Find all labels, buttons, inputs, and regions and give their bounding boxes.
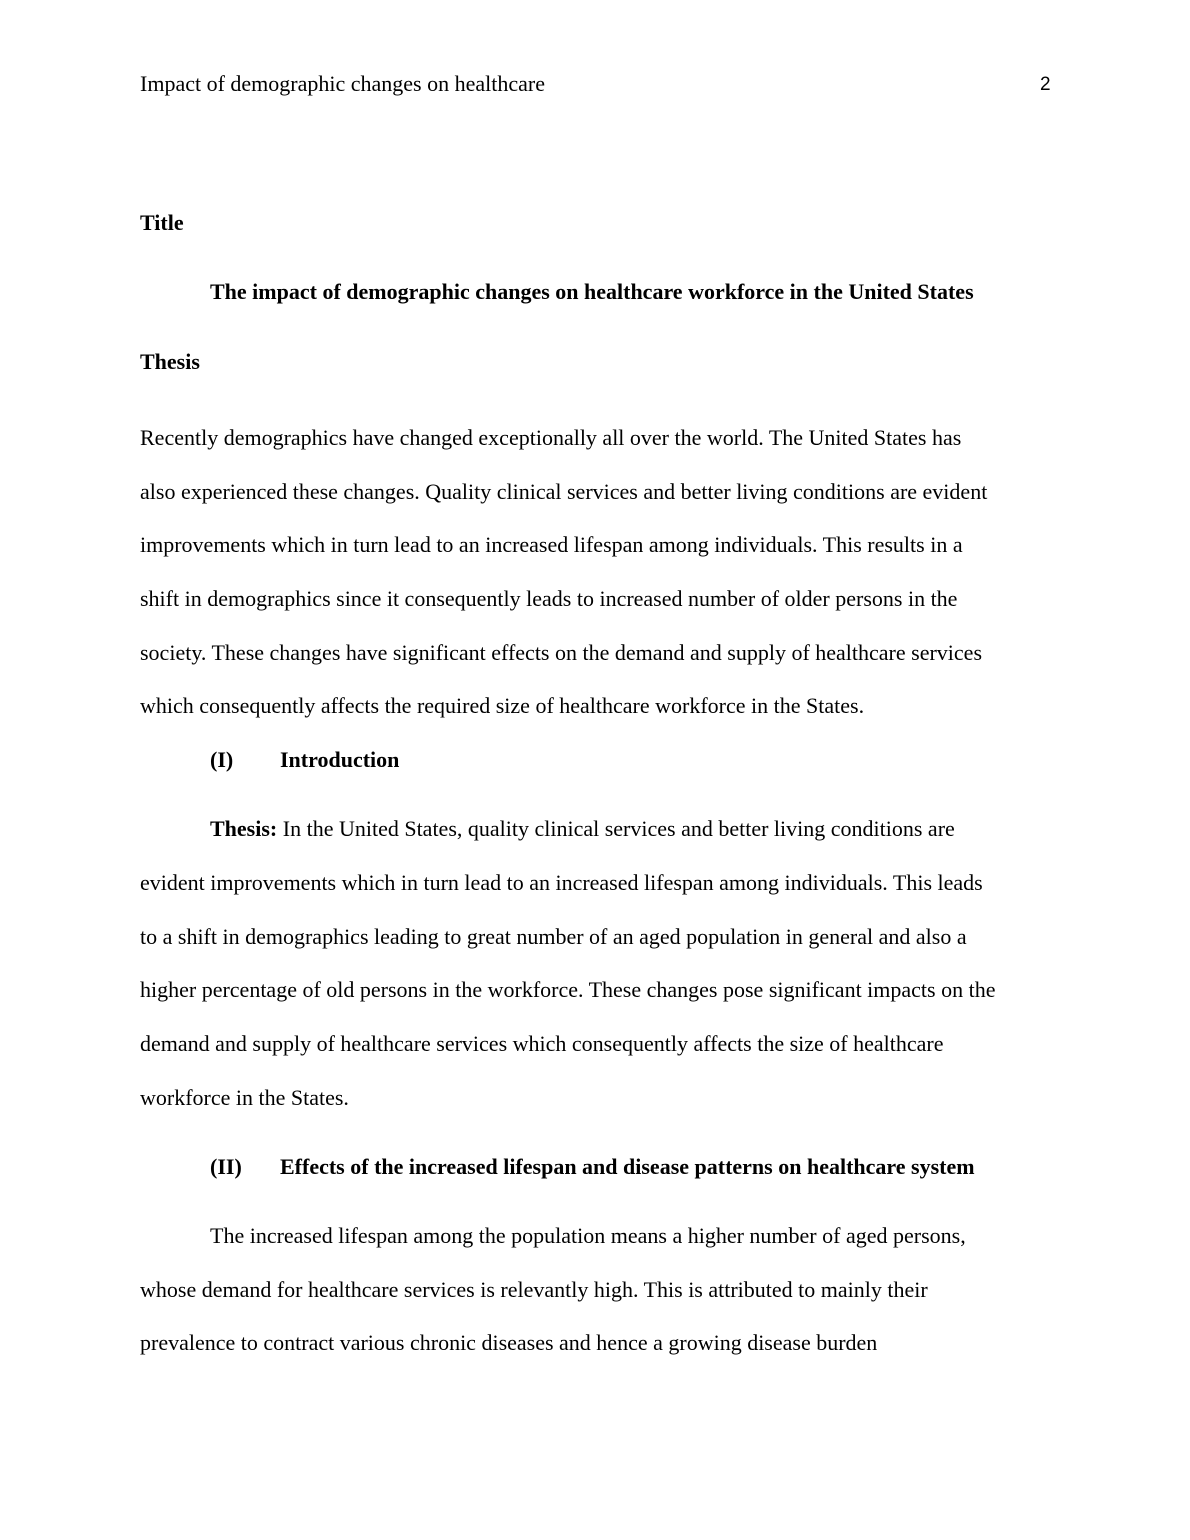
thesis-label: Thesis (140, 349, 200, 374)
thesis-line: also experienced these changes. Quality clinical services and better living conditions are evident (140, 479, 988, 504)
thesis-line: improvements which in turn lead to an increased lifespan among individuals. This results in a (140, 532, 963, 557)
section-1-line: higher percentage of old persons in the workforce. These changes pose significant impacts on the (140, 977, 996, 1002)
section-2-line: The increased lifespan among the population means a higher number of aged persons, (210, 1223, 966, 1248)
section-1-heading (210, 746, 399, 774)
section-2-line: prevalence to contract various chronic diseases and hence a growing disease burden (140, 1330, 878, 1355)
page-number: 2 (1040, 74, 1051, 95)
thesis-line: shift in demographics since it consequently leads to increased number of older persons in the (140, 586, 958, 611)
section-2-heading (210, 1153, 975, 1181)
paper-title: The impact of demographic changes on healthcare workforce in the United States (210, 279, 974, 304)
section-2-number: (II) (210, 1154, 242, 1179)
thesis-line: Recently demographics have changed exceptionally all over the world. The United States has (140, 425, 962, 450)
section-1-line: evident improvements which in turn lead to an increased lifespan among individuals. This leads (140, 870, 983, 895)
section-1-thesis-label: Thesis: (210, 816, 278, 841)
section-2-title: Effects of the increased lifespan and disease patterns on healthcare system (280, 1154, 975, 1179)
thesis-line: society. These changes have significant effects on the demand and supply of healthcare services (140, 640, 983, 665)
section-1-title: Introduction (280, 747, 400, 772)
section-1-first-line (210, 815, 955, 843)
title-label: Title (140, 210, 184, 235)
section-1-first-line-text: In the United States, quality clinical services and better living conditions are (277, 816, 955, 841)
section-1-line: to a shift in demographics leading to great number of an aged population in general and also a (140, 924, 967, 949)
section-2-line: whose demand for healthcare services is relevantly high. This is attributed to mainly their (140, 1277, 928, 1302)
thesis-line: which consequently affects the required size of healthcare workforce in the States. (140, 693, 865, 718)
running-header-title: Impact of demographic changes on healthcare (140, 71, 545, 96)
section-1-number: (I) (210, 747, 234, 772)
section-1-line: demand and supply of healthcare services which consequently affects the size of healthcare (140, 1031, 944, 1056)
section-1-line: workforce in the States. (140, 1085, 349, 1110)
